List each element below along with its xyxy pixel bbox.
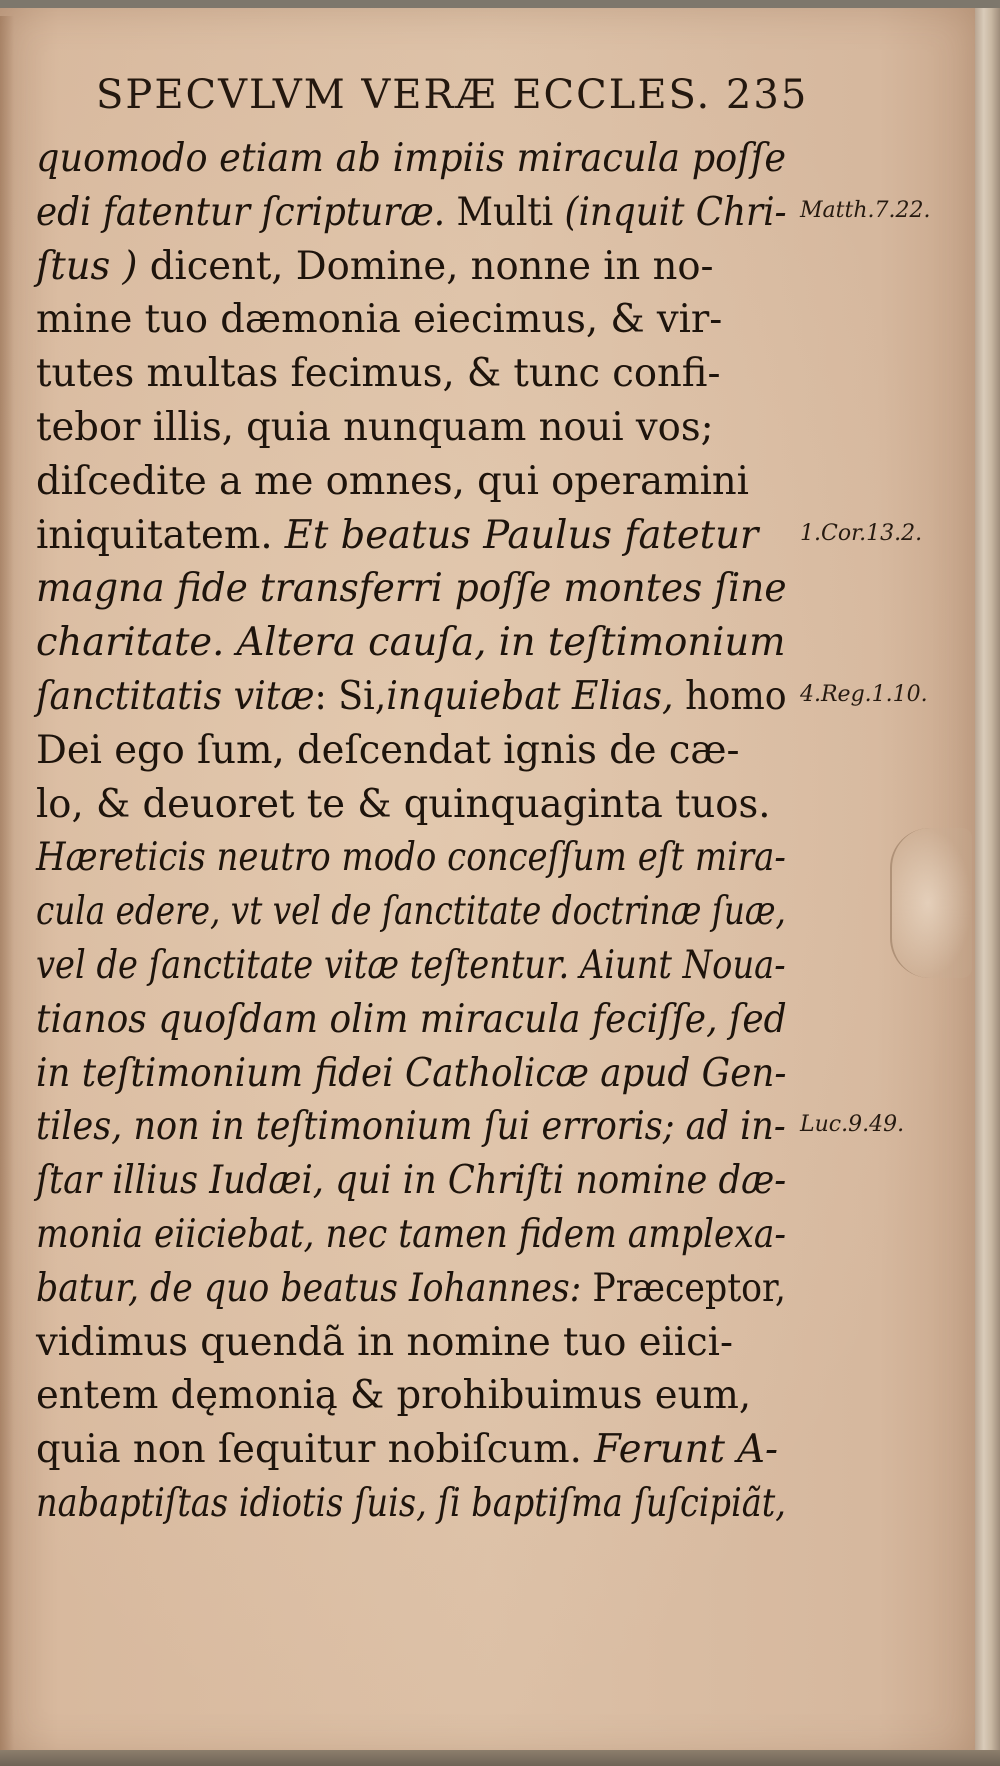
running-head: SPECVLVM VERÆ ECCLES. 235 bbox=[96, 72, 809, 118]
roman-run: vidimus quendã in nomine tuo eiici- bbox=[36, 1319, 733, 1365]
italic-run: magna fide transferri poſſe montes ſine bbox=[36, 566, 787, 612]
text-line bbox=[36, 293, 786, 347]
italic-run: nabaptiſtas idiotis ſuis, ſi baptiſma ſuſcipiãt, bbox=[36, 1480, 786, 1526]
margin-note: 4.Reg.1.10. bbox=[800, 682, 928, 707]
text-line bbox=[36, 1369, 786, 1423]
text-line bbox=[36, 724, 786, 778]
text-line bbox=[36, 831, 786, 885]
italic-run: Et beatus Paulus fatetur bbox=[284, 512, 759, 558]
roman-run: homo bbox=[673, 673, 787, 719]
text-line bbox=[36, 616, 784, 670]
margin-note: 1.Cor.13.2. bbox=[800, 520, 923, 546]
roman-run: Præceptor, bbox=[581, 1265, 786, 1311]
text-block bbox=[36, 132, 796, 1531]
italic-run: tianos quoſdam olim miracula feciſſe, ſed bbox=[36, 996, 787, 1042]
roman-run: tebor illis, quia nunquam noui vos; bbox=[36, 404, 714, 450]
roman-run: iniquitatem. bbox=[36, 512, 285, 558]
text-line bbox=[36, 132, 787, 186]
italic-run: quomodo etiam ab impiis miracula poſſe bbox=[36, 136, 787, 181]
text-line bbox=[36, 562, 787, 616]
margin-note: Matth.7.22. bbox=[800, 197, 931, 223]
text-line bbox=[36, 186, 787, 240]
text-line bbox=[36, 1262, 786, 1316]
text-line bbox=[36, 401, 786, 455]
italic-run: inquiebat Elias, bbox=[386, 673, 674, 719]
book-page bbox=[0, 8, 977, 1756]
italic-run: (inquit Chri- bbox=[564, 189, 787, 235]
italic-run: Ferunt A- bbox=[594, 1427, 778, 1473]
italic-run: monia eiiciebat, nec tamen fidem amplexa- bbox=[36, 1211, 786, 1257]
roman-run: lo, & deuoret te & quinquaginta tuos. bbox=[36, 781, 771, 827]
italic-run: batur, de quo beatus Iohannes: bbox=[36, 1265, 582, 1311]
italic-run: Hæreticis neutro modo conceſſum eſt mira- bbox=[36, 835, 786, 881]
text-line bbox=[36, 885, 786, 939]
text-line bbox=[36, 1477, 786, 1531]
text-line bbox=[36, 939, 786, 993]
text-line bbox=[36, 670, 787, 724]
italic-run: ſtar illius Iudæi, qui in Chriſti nomine dæ- bbox=[36, 1158, 787, 1204]
text-line bbox=[36, 347, 786, 401]
roman-run: : Si, bbox=[314, 673, 387, 719]
roman-run: diſcedite a me omnes, qui operamini bbox=[36, 458, 749, 504]
italic-run: in teſtimonium fidei Catholicæ apud Gen- bbox=[36, 1050, 787, 1096]
text-line bbox=[36, 1047, 787, 1101]
text-line bbox=[36, 509, 786, 563]
margin-note: Luc.9.49. bbox=[800, 1112, 905, 1138]
roman-run: Multi bbox=[445, 189, 565, 235]
text-line bbox=[36, 993, 787, 1047]
text-line bbox=[36, 1154, 787, 1208]
text-line bbox=[36, 778, 786, 832]
italic-run: vel de ſanctitate vitæ teſtentur. Aiunt Noua- bbox=[36, 942, 786, 988]
text-line bbox=[36, 1100, 786, 1154]
italic-run: edi fatentur ſcripturæ. bbox=[36, 189, 446, 235]
italic-run: tiles, non in teſtimonium ſui erroris; ad in- bbox=[36, 1104, 786, 1150]
roman-run: mine tuo dæmonia eiecimus, & vir- bbox=[36, 297, 723, 343]
roman-run: entem dęmonią & prohibuimus eum, bbox=[36, 1373, 752, 1419]
text-line bbox=[36, 1423, 786, 1477]
text-line bbox=[36, 455, 786, 509]
page-tab-mark bbox=[890, 828, 972, 978]
text-line bbox=[36, 1208, 786, 1262]
italic-run: ſanctitatis vitæ bbox=[36, 673, 315, 719]
italic-run: charitate. Altera cauſa, in teſtimonium bbox=[36, 620, 786, 666]
roman-run: quia non ſequitur nobiſcum. bbox=[36, 1427, 595, 1473]
text-line bbox=[36, 240, 786, 294]
scan-bottom-edge bbox=[0, 1750, 1000, 1766]
italic-run: cula edere, vt vel de ſanctitate doctrinæ ſuæ, bbox=[36, 889, 786, 935]
page-fore-edge bbox=[975, 8, 1000, 1756]
roman-run: tutes multas fecimus, & tunc confi- bbox=[36, 351, 721, 397]
roman-run: Dei ego ſum, deſcendat ignis de cæ- bbox=[36, 727, 740, 773]
text-line bbox=[36, 1316, 786, 1370]
roman-run: dicent, Domine, nonne in no- bbox=[137, 243, 714, 289]
italic-run: ſtus ) bbox=[36, 243, 138, 289]
page-gutter-shadow bbox=[0, 16, 14, 1764]
